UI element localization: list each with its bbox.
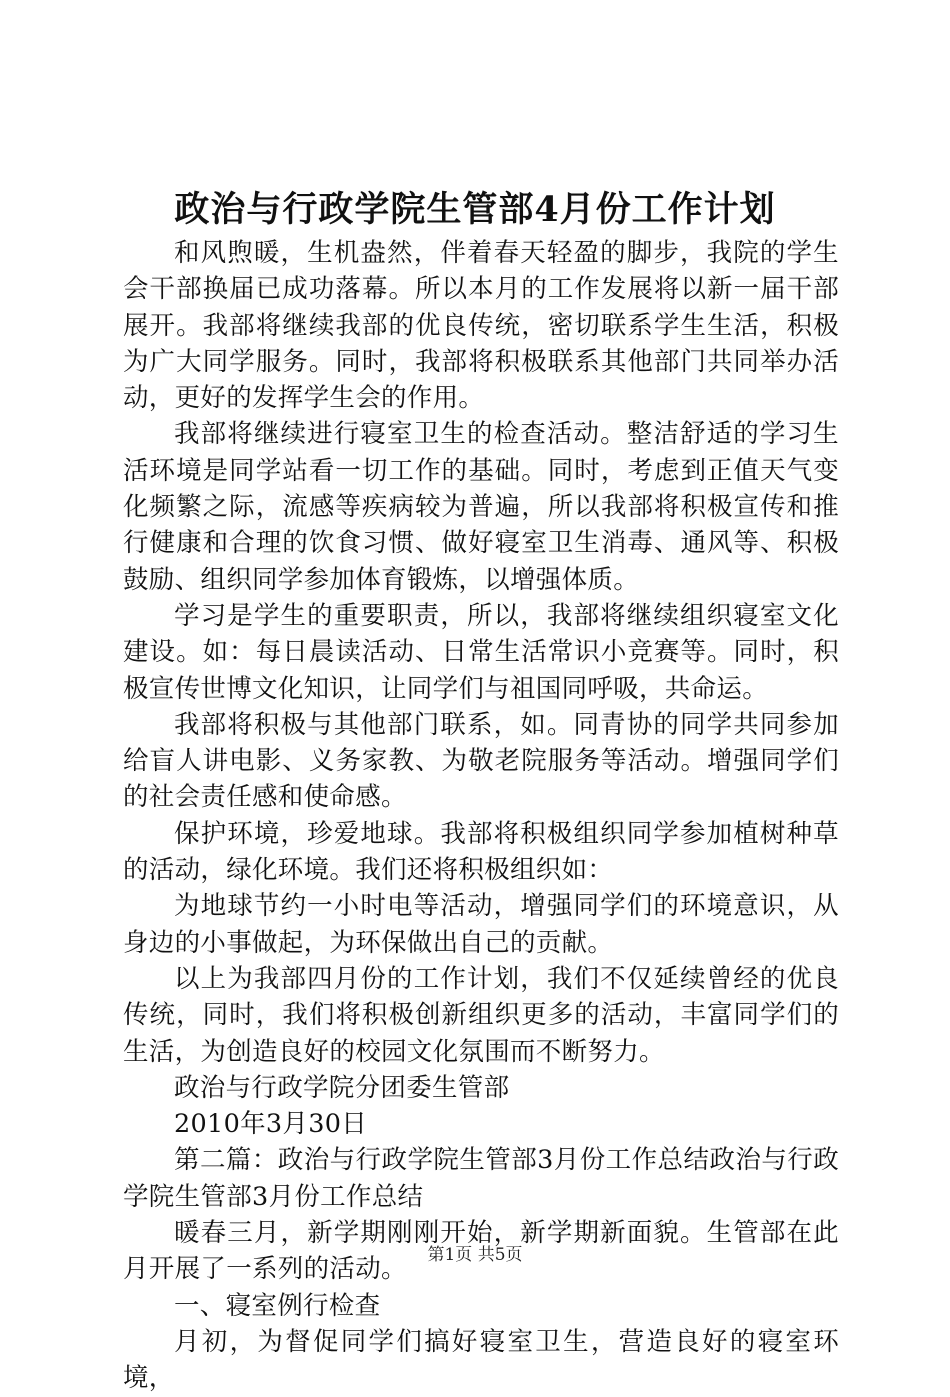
paragraph: 保护环境，珍爱地球。我部将积极组织同学参加植树种草的活动，绿化环境。我们还将积极组织如：	[123, 818, 839, 886]
paragraph: 第二篇：政治与行政学院生管部3月份工作总结政治与行政学院生管部3月份工作总结	[123, 1145, 839, 1212]
paragraph: 我部将继续进行寝室卫生的检查活动。整洁舒适的学习生活环境是同学站看一切工作的基础。同时，考虑到正值天气变化频繁之际，流感等疾病较为普遍，所以我部将积极宣传和推行健康和合理的饮食习惯、做好寝室卫生消毒、通风等、积极鼓励、组织同学参加体育锻炼，以增强体质。	[123, 419, 839, 595]
paragraph: 为地球节约一小时电等活动，增强同学们的环境意识，从身边的小事做起，为环保做出自己的贡献。	[123, 891, 839, 958]
document-title: 政治与行政学院生管部4月份工作计划	[174, 189, 776, 230]
paragraph: 月初，为督促同学们搞好寝室卫生，营造良好的寝室环境，	[123, 1326, 839, 1394]
signature-line: 政治与行政学院分团委生管部	[174, 1072, 510, 1103]
page-indicator: 第1页 共5页	[427, 1245, 523, 1265]
paragraph: 学习是学生的重要职责，所以，我部将继续组织寝室文化建设。如：每日晨读活动、日常生活常识小竞赛等。同时，积极宣传世博文化知识，让同学们与祖国同呼吸，共命运。	[123, 600, 839, 704]
document-body	[123, 235, 839, 1397]
paragraph: 我部将积极与其他部门联系，如。同青协的同学共同参加给盲人讲电影、义务家教、为敬老院服务等活动。增强同学们的社会责任感和使命感。	[123, 709, 839, 813]
paragraph: 和风煦暖，生机盎然，伴着春天轻盈的脚步，我院的学生会干部换届已成功落幕。所以本月的工作发展将以新一届干部展开。我部将继续我部的优良传统，密切联系学生生活，积极为广大同学服务。同时，我部将积极联系其他部门共同举办活动，更好的发挥学生会的作用。	[123, 238, 839, 414]
date-line: 2010年3月30日	[174, 1109, 368, 1140]
paragraph: 以上为我部四月份的工作计划，我们不仅延续曾经的优良传统，同时，我们将积极创新组织更多的活动，丰富同学们的生活，为创造良好的校园文化氛围而不断努力。	[123, 963, 839, 1067]
paragraph: 暖春三月，新学期刚刚开始，新学期新面貌。生管部在此月开展了一系列的活动。	[123, 1218, 839, 1285]
section-heading: 一、寝室例行检查	[174, 1290, 381, 1321]
